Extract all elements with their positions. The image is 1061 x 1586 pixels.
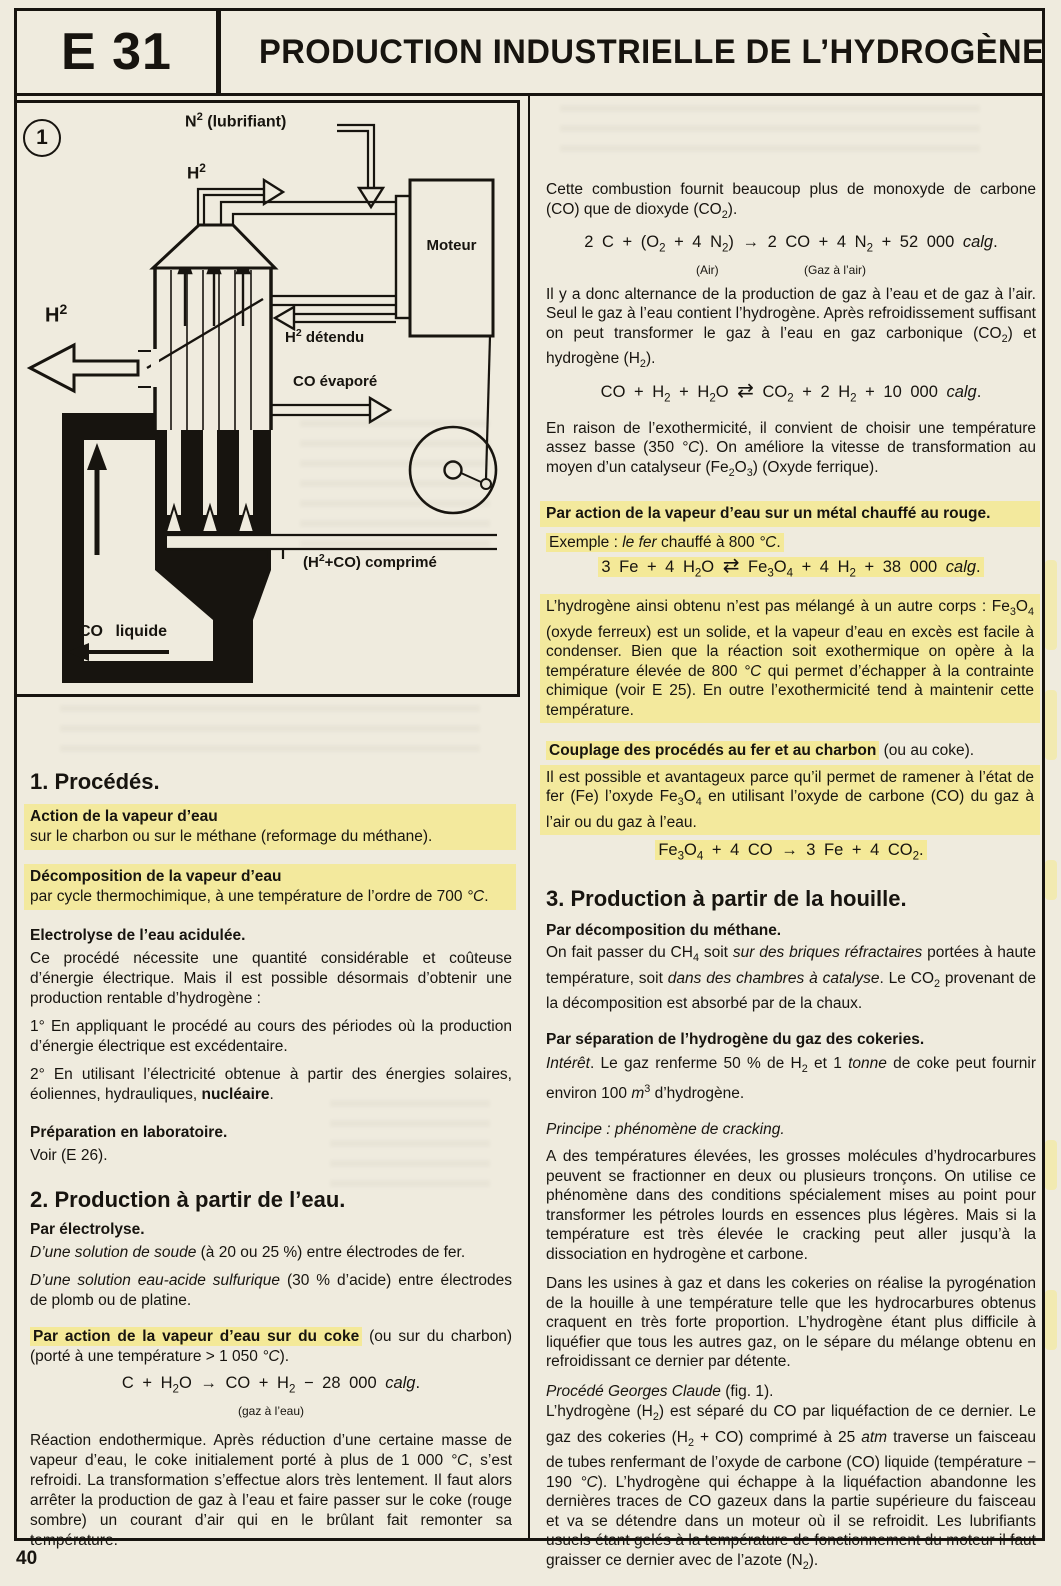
paragraph: En raison de l’exothermicité, il convient de choisir une température assez basse (350 °C). On améliore la vitesse de transformation au moyen d’un catalyseur $(Fe_2O_3)$ (Oxyde ferrique). [546, 419, 1037, 479]
figure-1-diagram [14, 100, 520, 697]
label-h2-co-comprime: $(H^2+CO)$ comprimé [303, 552, 437, 571]
equation-conversion: CO + $H_2 + H_2O$ ⇄ $CO_2 + 2$ $H_2 + 10$ 000 calg. [600, 380, 982, 405]
paragraph: Dans les usines à gaz et dans les cokeries on réalise la pyrogénation de la houille à une température telle que les hydrocarbures obtenus craquent en très forte proportion. L’hydrogène étant plus difficile à liquéfier que tous les autres gaz, on le sépare du mélange obtenu en refroidissant ce dernier par détente. [546, 1275, 1036, 1371]
heading-vapeur-metal: Par action de la vapeur d’eau sur un métal chauffé au rouge. [540, 501, 1040, 527]
highlight-strip [1045, 560, 1057, 650]
label-h2-top: $H^2$ [187, 161, 206, 183]
label-moteur: Moteur [426, 237, 477, 254]
heading-procede-claude: Procédé Georges Claude (fig. 1). [546, 1382, 774, 1400]
arrow-right-icon [264, 180, 283, 204]
page-title: PRODUCTION INDUSTRIELLE DE L’HYDROGÈNE [219, 8, 1045, 96]
hydrogen-plant-schematic [17, 103, 523, 700]
equation-note-air: (Air) [696, 262, 719, 277]
paragraph: Voir (E 26). [30, 1147, 108, 1164]
equation-gaz-a-leau: $C + H_2O$ → CO + $H_2 - 28$ 000 calg. [121, 1374, 421, 1396]
equation-reduction-oxyde: $Fe_3O_4 + 4$ CO → 3 Fe + 4 $CO_2$. [546, 841, 1036, 867]
arrow-down-icon [359, 188, 383, 207]
label-co-liquide: CO liquide [79, 623, 167, 640]
motor-box [410, 180, 493, 336]
highlight-strip [1045, 690, 1057, 760]
paragraph: Réaction endothermique. Après réduction d’une certaine masse de vapeur d’eau, le coke initialement porté à plus de 1 000 °C, s’est refroidi. La transformation s’effectue alors très lentement. Il faut alors arrêter la production de gaz à l’eau et faire passer sur le coke (rouge sombre) un courant d’air qui en le brûlant fait remonter sa température. [30, 1432, 513, 1550]
figure-number: 1 [23, 119, 61, 157]
arrow-right-icon [370, 398, 390, 422]
heading-couplage: Couplage des procédés au fer et au charbon (ou au coke). [546, 741, 1036, 761]
page-number: 40 [16, 1548, 38, 1569]
paragraph: Cette combustion fournit beaucoup plus de monoxyde de carbone (CO) que de dioxyde $(CO_2)$. [546, 181, 1036, 221]
paragraph: L’hydrogène $(H_2)$ est séparé du CO par liquéfaction de ce dernier. Le gaz des cokeries $(H_2 + CO)$ comprimé à 25 atm traverse un faisceau de tubes renfermant de l’oxyde de carbone (CO) liquide (température − 190 °C). L’hydrogène qui échappe à la liquéfaction abandonne les dernières traces de CO gazeux dans la partie supérieure du faisceau et va se détendre dans un moteur où il se refroidit. Les lubrifiants usuels étant gelés à la température de fonctionnement du moteur il faut graisser ce dernier avec de l’azote $(N_2)$. [546, 1403, 1037, 1572]
label-n2-lubrifiant: $N^2$ (lubrifiant) [185, 111, 287, 131]
section-1-title: 1. Procédés. [30, 769, 160, 794]
bleed-through [300, 420, 490, 560]
paragraph: D’une solution eau-acide sulfurique (30 % d’acide) entre électrodes de plomb ou de platine. [30, 1272, 512, 1309]
paragraph: Intérêt. Le gaz renferme 50 % de $H_2$ et 1 tonne de coke peut fournir environ 100 $m^3$ d’hydrogène. [546, 1055, 1036, 1103]
paragraph: L’hydrogène ainsi obtenu n’est pas mélangé à un autre corps : $Fe_3O_4$ (oxyde ferreux) est un solide, et la vapeur d’eau en excès est facile à condenser. Bien que la réaction soit exothermique on opère à la température élevée de 800 °C qui permet d’échapper à la contrainte chimique (voir E 25). En outre l’exothermicité tend à maintenir cette température. [540, 594, 1040, 723]
heading-decomposition-methane: Par décomposition du méthane. [546, 921, 782, 939]
label-h2-detendu: $H^2$ détendu [285, 327, 365, 346]
paragraph: On fait passer du $CH_4$ soit sur des briques réfractaires portées à haute température, soit dans des chambres à catalyse. Le $CO_2$ provenant de la décomposition est absorbé par de la chaux. [546, 944, 1036, 1013]
column-divider [528, 96, 530, 1541]
equation-fer-vapeur: 3 Fe + 4 $H_2O$ ⇄ $Fe_3O_4 + 4$ $H_2 + 38$ 000 calg. [546, 558, 1036, 584]
paragraph: Exemple : le fer chauffé à 800 °C. [546, 533, 1036, 553]
valve-line [147, 299, 263, 368]
heading-principe-cracking: Principe : phénomène de cracking. [546, 1120, 785, 1138]
h2-exit-arrow-icon [30, 345, 138, 391]
section-2-title: 2. Production à partir de l’eau. [30, 1187, 346, 1212]
equation-note-gaz: (Gaz à l’air) [804, 262, 867, 277]
label-h2-out: $H^2$ [45, 301, 68, 327]
paragraph: Il est possible et avantageux parce qu’il permet de ramener à l’état de fer (Fe) l’oxyde $Fe_3O_4$ en utilisant l’oxyde de carbone (CO) du gaz à l’air ou du gaz à l’eau. [540, 765, 1040, 836]
equation-notes [546, 261, 1036, 277]
vessel-tubes [171, 270, 251, 430]
paragraph: Il y a donc alternance de la production de gaz à l’eau et de gaz à l’air. Seul le gaz à l’eau contient l’hydrogène. Après refroidissement suffisant on peut transformer le gaz à l’eau en gaz carbonique $(CO_2)$ et hydrogène $(H_2)$. [546, 285, 1036, 371]
arrow-left-icon [275, 307, 294, 329]
section-3-title: 3. Production à partir de la houille. [546, 886, 907, 912]
paragraph: 1° En appliquant le procédé au cours des périodes où la production d’énergie électrique est excédentaire. [30, 1018, 512, 1055]
paragraph: 2° En utilisant l’électricité obtenue à partir des énergies solaires, éoliennes, hydrauliques, nucléaire. [30, 1066, 512, 1103]
heading-preparation-labo: Préparation en laboratoire. [30, 1124, 228, 1141]
equation-note: (gaz à l’eau) [237, 1404, 305, 1419]
highlight-strip [1045, 860, 1057, 900]
heading-electrolyse: Electrolyse de l’eau acidulée. [30, 927, 246, 944]
procede-decomposition: Décomposition de la vapeur d’eau par cycle thermochimique, à une température de l’ordre de 700 °C. [24, 864, 516, 910]
highlight-strip [1045, 1140, 1057, 1190]
procede-vapeur-eau: Action de la vapeur d’eau sur le charbon ou sur le méthane (reformage du méthane). [24, 804, 516, 850]
equation-gaz-a-lair: 2 $C + (O_2 + 4$ $N_2) \to 2$ CO + 4 $N_2 + 52$ 000 calg. [584, 233, 998, 255]
paragraph: Ce procédé nécessite une quantité considérable et coûteuse d’énergie électrique. Mais il est possible désormais d’obtenir une production rentable d’hydrogène : [30, 950, 512, 1007]
heading-par-electrolyse: Par électrolyse. [30, 1221, 145, 1238]
bleed-through [560, 105, 980, 165]
page-code: E 31 [14, 8, 219, 96]
heading-separation-cokeries: Par séparation de l’hydrogène du gaz des cokeries. [546, 1030, 925, 1048]
vessel-cap [153, 225, 275, 268]
paragraph: A des températures élevées, les grosses molécules d’hydrocarbures peuvent se fractionner en deux ou plusieurs tronçons. On utilise ce phénomène dans des conditions spécialement mises au point pour transformer les pétroles lourds en essences plus légères. Mais si la température est très élevée le cracking peut aller jusqu’à la dissociation en hydrogène et carbone. [546, 1148, 1036, 1263]
vessel-funnel [155, 570, 271, 620]
highlight-strip [1045, 1290, 1057, 1350]
bleed-through [60, 705, 480, 753]
bleed-through [330, 1100, 490, 1190]
paragraph: D’une solution de soude (à 20 ou 25 %) entre électrodes de fer. [30, 1244, 466, 1261]
label-co-evapore: CO évaporé [293, 373, 378, 390]
right-column [546, 180, 1036, 1586]
motor-flange [396, 196, 410, 318]
heading-vapeur-sur-coke: Par action de la vapeur d’eau sur du coke (ou sur du charbon) (porté à une température > 1 050 °C). [30, 1328, 512, 1365]
